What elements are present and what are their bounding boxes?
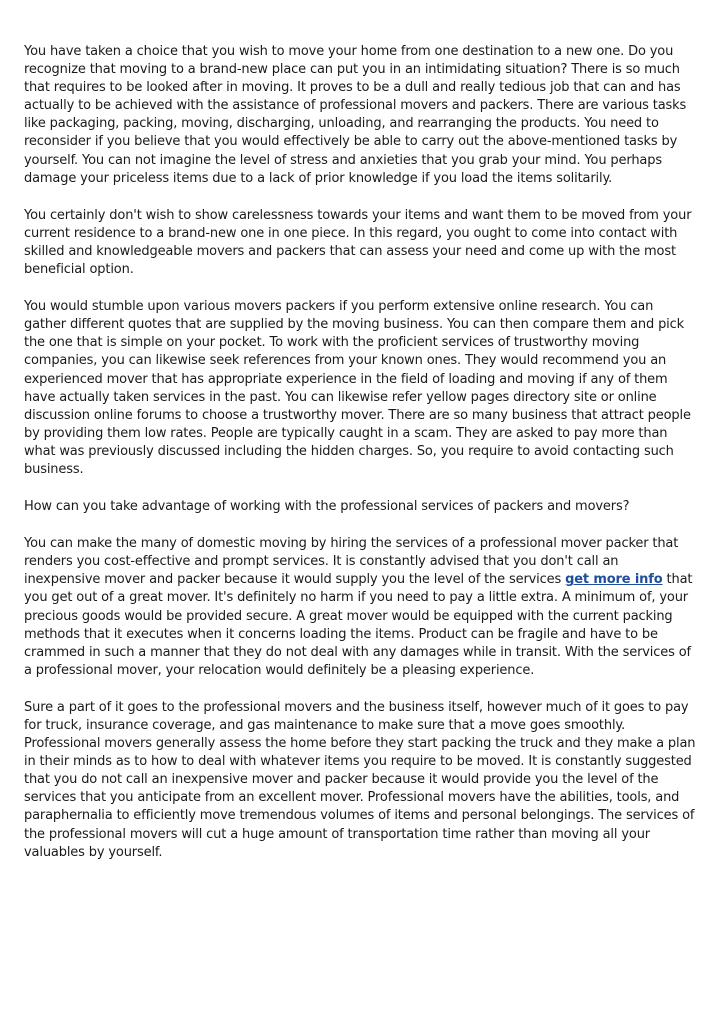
paragraph-online-research: You would stumble upon various movers packers if you perform extensive online research. You can gather different quotes that are supplied by the moving business. You can then compare them and pick the one that is simple on your pocket. To work with the proficient services of trustworthy moving companies, you can likewise seek references from your known ones. They would recommend you an experienced mover that has appropriate experience in the field of loading and moving if any of them have actually taken services in the past. You can likewise refer yellow pages directory site or online discussion online forums to choose a trustworthy mover. There are so many business that attract people by providing them low rates. People are typically caught in a scam. They are asked to pay more than what was previously discussed including the hidden charges. So, you require to avoid contacting such business. (24, 299, 691, 477)
paragraph-question: How can you take advantage of working with the professional services of packers and movers? (24, 499, 630, 515)
paragraph-carelessness: You certainly don't wish to show carelessness towards your items and want them to be moved from your current residence to a brand-new one in one piece. In this regard, you ought to come into contact with skilled and knowledgeable movers and packers that can assess your need and come up with the most beneficial option. (24, 207, 692, 278)
document-body (24, 43, 698, 881)
paragraph-text-after-link: that you get out of a great mover. It's definitely no harm if you need to pay a little extra. A minimum of, your precious goods would be provided secure. A great mover would be equipped with the current packing methods that it executes when it concerns loading the items. Product can be fragile and have to be crammed in such a manner that they do not deal with any damages while in transit. With the services of a professional mover, your relocation would definitely be a pleasing experience. (24, 572, 693, 678)
paragraph-text-before-link: You can make the many of domestic moving by hiring the services of a professional mover packer that renders you cost-effective and prompt services. It is constantly advised that you don't call an inexpensive mover and packer because it would supply you the level of the services (24, 536, 679, 588)
paragraph-intro: You have taken a choice that you wish to move your home from one destination to a new one. Do you recognize that moving to a brand-new place can put you in an intimidating situation? There is so much that requires to be looked after in moving. It proves to be a dull and really tedious job that can and has actually to be achieved with the assistance of professional movers and packers. There are various tasks like packaging, packing, moving, discharging, unloading, and rearranging the products. You need to reconsider if you believe that you would effectively be able to carry out the above-mentioned tasks by yourself. You can not imagine the level of stress and anxieties that you grab your mind. You perhaps damage your priceless items due to a lack of prior knowledge if you load the items solitarily. (24, 44, 687, 186)
paragraph-costs: Sure a part of it goes to the professional movers and the business itself, however much of it goes to pay for truck, insurance coverage, and gas maintenance to make sure that a move goes smoothly. Professional movers generally assess the home before they start packing the truck and they make a plan in their minds as to how to deal with whatever items you require to be moved. It is constantly suggested that you do not call an inexpensive mover and packer because it would provide you the level of the services that you anticipate from an excellent mover. Professional movers have the abilities, tools, and paraphernalia to efficiently move tremendous volumes of items and personal belongings. The services of the professional movers will cut a huge amount of transportation time rather than moving all your valuables by yourself. (24, 699, 696, 860)
get-more-info-link[interactable]: get more info (565, 572, 663, 588)
paragraph-domestic-moving (24, 535, 698, 680)
